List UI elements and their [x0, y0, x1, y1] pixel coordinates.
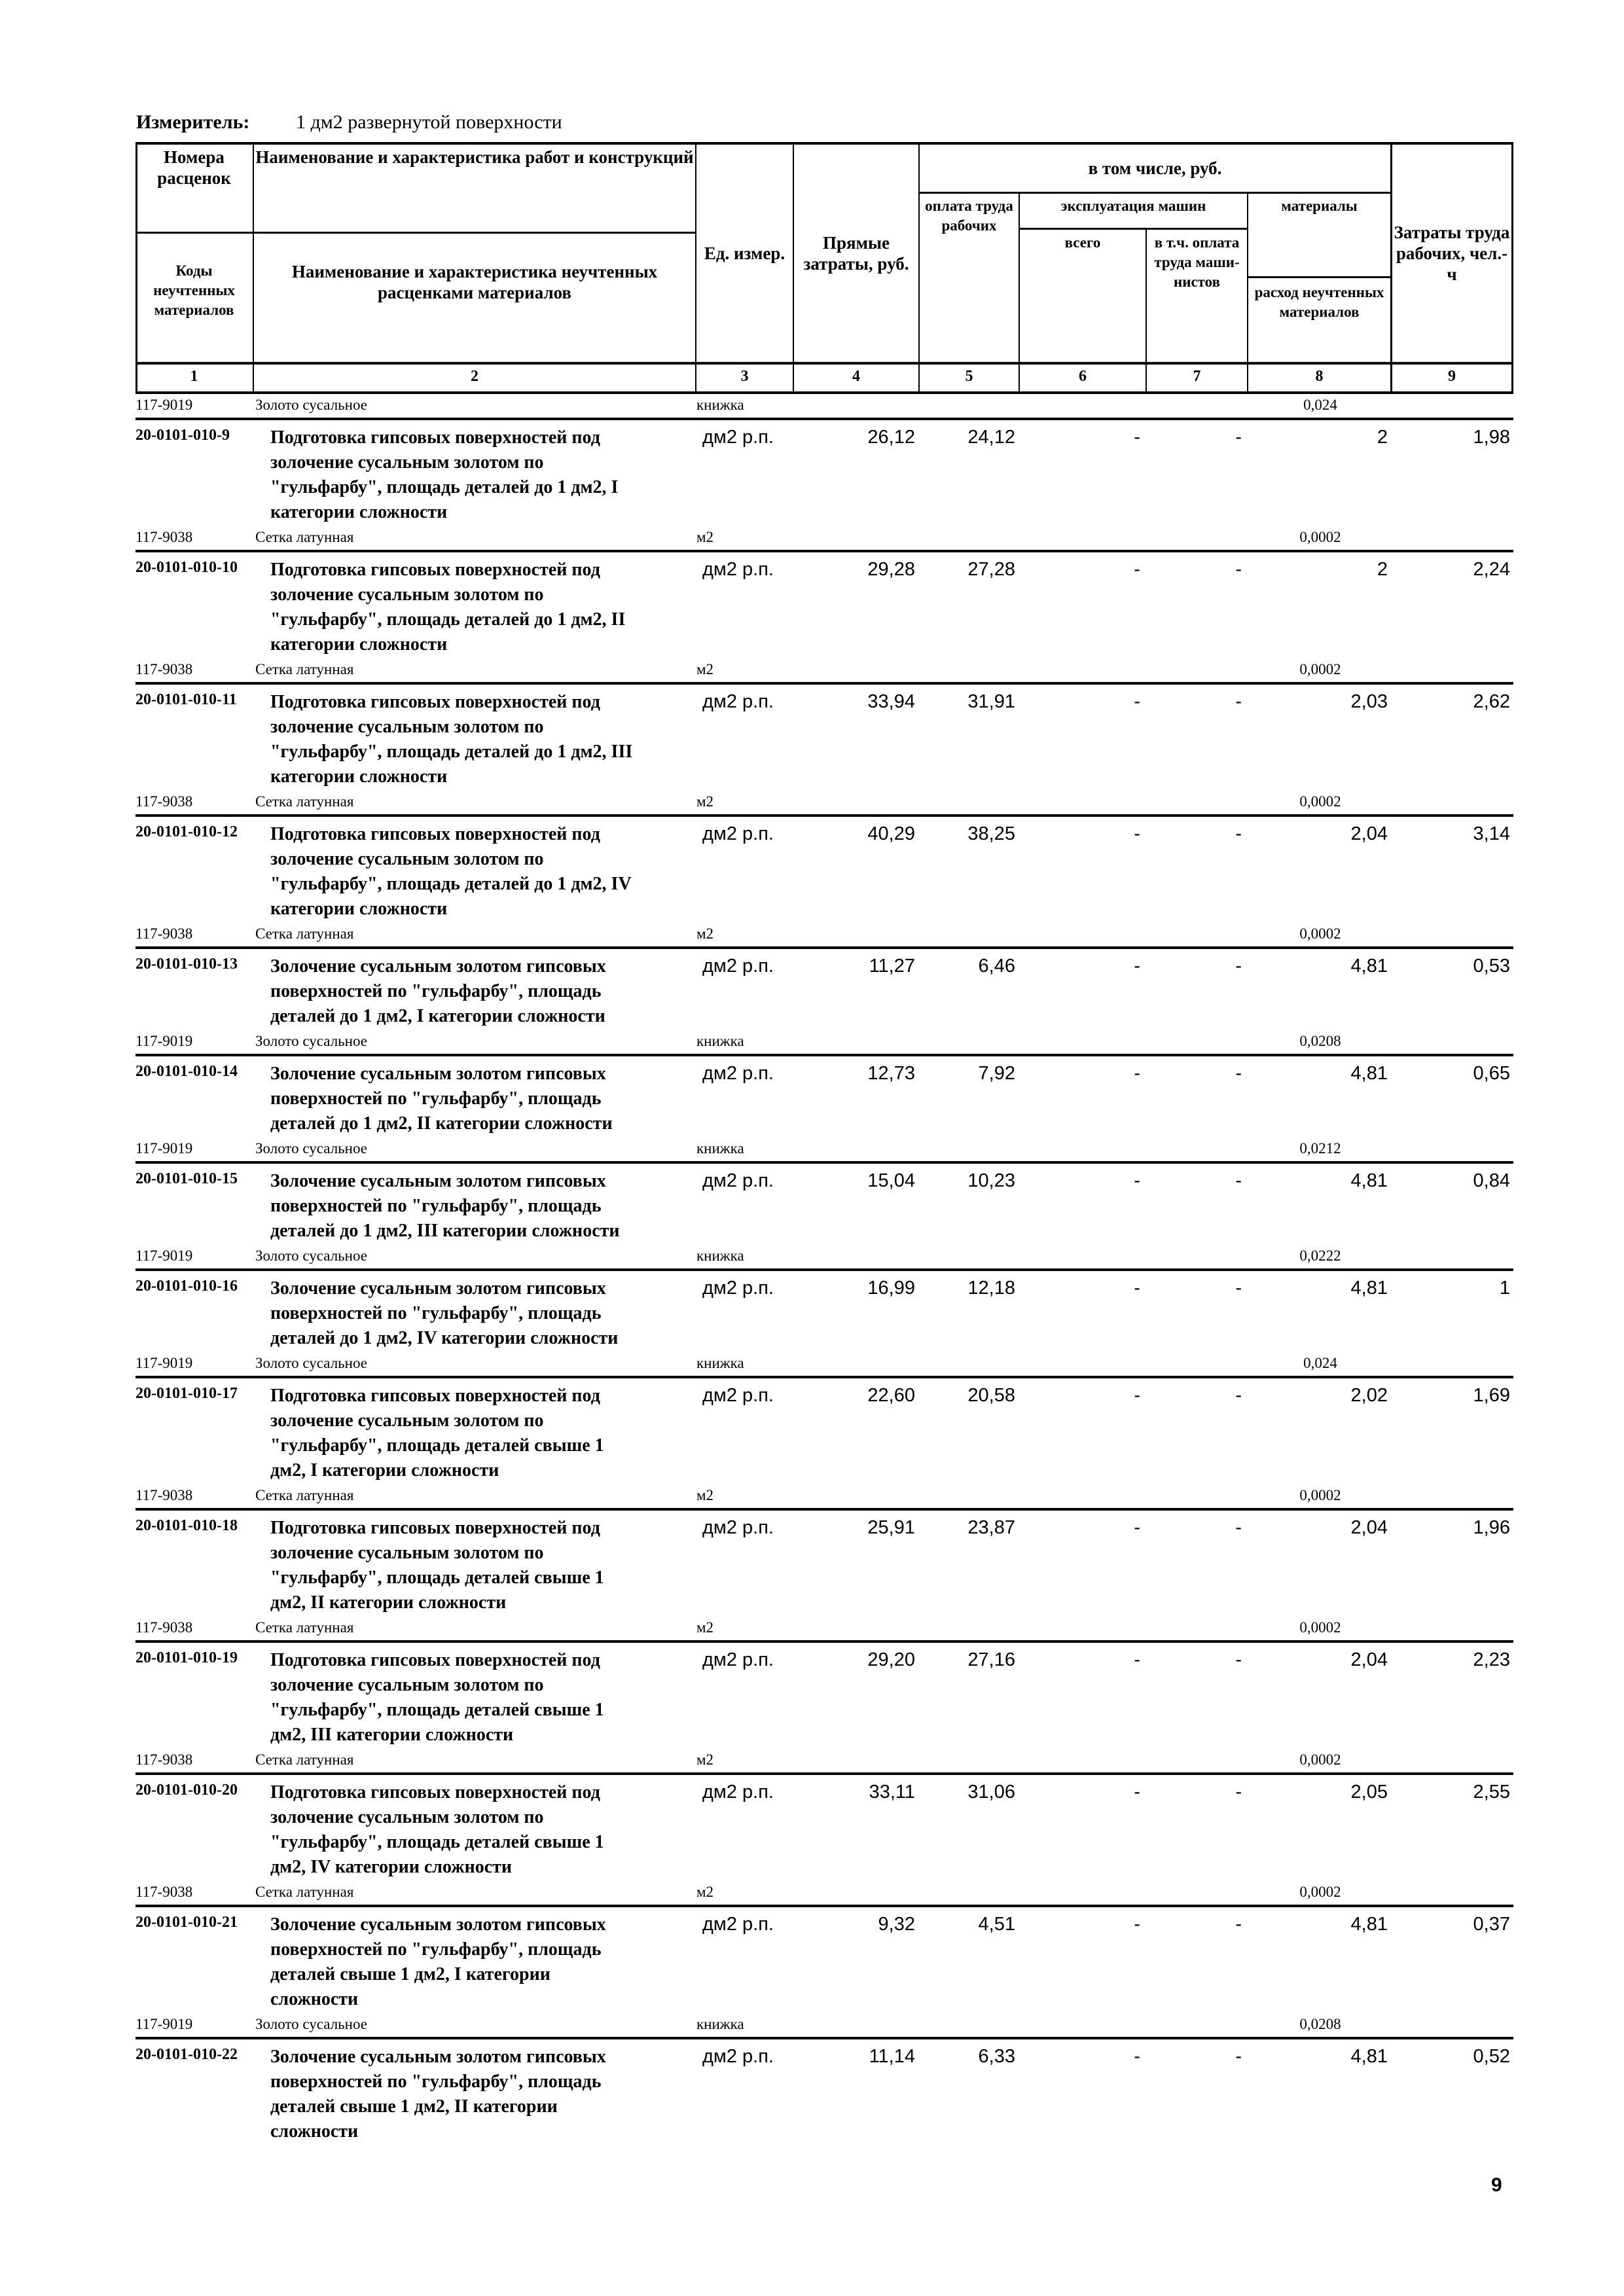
unit: дм2 р.п.	[702, 1782, 774, 1803]
header-unit: Ед. измер.	[704, 243, 785, 263]
work-name-line: золочение сусальным золотом по	[270, 452, 544, 473]
material-quantity: 0,0002	[1299, 529, 1341, 545]
work-name-line: деталей до 1 дм2, II категории сложности	[270, 1113, 613, 1134]
work-name-line: золочение сусальным золотом по	[270, 1410, 544, 1431]
rate-code: 20-0101-010-20	[135, 1782, 238, 1799]
unit: дм2 р.п.	[702, 427, 774, 448]
machinist-pay: -	[1235, 1278, 1242, 1299]
materials-cost: 2,05	[1350, 1782, 1388, 1803]
materials-cost: 4,81	[1350, 1170, 1388, 1191]
work-name-line: категории сложности	[270, 899, 448, 919]
labor-pay: 20,58	[967, 1385, 1015, 1406]
material-quantity: 0,0002	[1299, 1487, 1341, 1503]
material-row	[135, 1483, 1513, 1511]
machinist-pay: -	[1235, 691, 1242, 712]
labor-hours: 1,98	[1473, 427, 1510, 448]
rate-code: 20-0101-010-17	[135, 1385, 238, 1402]
material-row	[135, 1029, 1513, 1056]
col-number: 2	[471, 368, 478, 385]
machines-total: -	[1134, 2046, 1140, 2067]
work-name-line: Подготовка гипсовых поверхностей под	[270, 1782, 600, 1803]
material-code: 117-9038	[135, 661, 193, 677]
header-labor-hours: Затраты труда рабочих, чел.-ч	[1394, 222, 1510, 284]
work-row	[135, 1378, 1513, 1483]
work-name-line: Золочение сусальным золотом гипсовых	[270, 1914, 606, 1935]
material-unit: м2	[696, 925, 714, 942]
work-name-line: категории сложности	[270, 502, 448, 522]
work-name-line: сложности	[270, 2121, 359, 2142]
material-code: 117-9019	[135, 1247, 193, 1264]
col-number: 8	[1315, 368, 1324, 385]
material-unit: м2	[696, 1751, 714, 1768]
col-number: 7	[1193, 368, 1201, 385]
labor-hours: 2,24	[1473, 559, 1510, 580]
work-name-line: дм2, II категории сложности	[270, 1592, 507, 1613]
header-unaccounted-materials: расход неучтенных материалов	[1254, 284, 1384, 320]
work-name-line: Золочение сусальным золотом гипсовых	[270, 956, 606, 977]
work-name-line: золочение сусальным золотом по	[270, 717, 544, 737]
materials-cost: 4,81	[1350, 2046, 1388, 2067]
work-name	[270, 954, 689, 1029]
work-name-line: Золочение сусальным золотом гипсовых	[270, 1064, 606, 1084]
work-name-line: Подготовка гипсовых поверхностей под	[270, 824, 600, 844]
work-name-line: Золочение сусальным золотом гипсовых	[270, 1278, 606, 1299]
work-name-line: Подготовка гипсовых поверхностей под	[270, 1518, 600, 1538]
materials-cost: 2,03	[1350, 691, 1388, 712]
labor-hours: 0,52	[1473, 2046, 1510, 2067]
machines-total: -	[1134, 1517, 1140, 1538]
work-row	[135, 552, 1513, 657]
machines-total: -	[1134, 691, 1140, 712]
work-name	[270, 1780, 689, 1880]
machines-total: -	[1134, 1649, 1140, 1670]
materials-cost: 4,81	[1350, 956, 1388, 977]
work-name-line: деталей свыше 1 дм2, II категории	[270, 2096, 558, 2117]
rate-code: 20-0101-010-9	[135, 427, 230, 444]
machines-total: -	[1134, 1278, 1140, 1299]
direct-costs: 33,11	[869, 1782, 915, 1803]
work-row	[135, 685, 1513, 789]
material-row	[135, 1351, 1513, 1378]
header-material-name: Наименование и характеристика неучтенных расценками материалов	[291, 262, 658, 302]
labor-pay: 4,51	[978, 1914, 1015, 1935]
rate-code: 20-0101-010-12	[135, 823, 238, 840]
work-name-line: Подготовка гипсовых поверхностей под	[270, 560, 600, 580]
work-name-line: деталей до 1 дм2, I категории сложности	[270, 1006, 605, 1026]
machines-total: -	[1134, 427, 1140, 448]
material-quantity: 0,0208	[1299, 2016, 1341, 2032]
labor-hours: 1,69	[1473, 1385, 1510, 1406]
material-row	[135, 393, 1513, 420]
material-code: 117-9019	[135, 1140, 193, 1157]
material-quantity: 0,0222	[1299, 1247, 1341, 1264]
work-name-line: поверхностей по "гульфарбу", площадь	[270, 1303, 602, 1323]
unit: дм2 р.п.	[702, 691, 774, 712]
labor-pay: 27,28	[967, 559, 1015, 580]
materials-cost: 2,02	[1350, 1385, 1388, 1406]
material-code: 117-9038	[135, 1487, 193, 1503]
machinist-pay: -	[1235, 1649, 1242, 1670]
machines-total: -	[1134, 1063, 1140, 1084]
unit: дм2 р.п.	[702, 1170, 774, 1191]
machinist-pay: -	[1235, 2046, 1242, 2067]
work-name-line: "гульфарбу", площадь деталей до 1 дм2, IV	[270, 874, 632, 894]
material-unit: книжка	[696, 1247, 744, 1264]
header-rate-numbers: Номера расценок	[157, 147, 231, 188]
machines-total: -	[1134, 1914, 1140, 1935]
work-row	[135, 420, 1513, 525]
work-name-line: золочение сусальным золотом по	[270, 849, 544, 869]
material-quantity: 0,0212	[1299, 1140, 1341, 1157]
material-unit: м2	[696, 529, 714, 545]
work-name-line: "гульфарбу", площадь деталей свыше 1	[270, 1700, 604, 1720]
work-name-line: "гульфарбу", площадь деталей свыше 1	[270, 1435, 604, 1456]
material-unit: м2	[696, 1884, 714, 1900]
material-quantity: 0,0002	[1299, 793, 1341, 810]
material-code: 117-9038	[135, 1884, 193, 1900]
labor-pay: 38,25	[967, 823, 1015, 844]
machinist-pay: -	[1235, 1914, 1242, 1935]
labor-pay: 24,12	[967, 427, 1015, 448]
header-materials: материалы	[1281, 198, 1358, 214]
material-name: Золото сусальное	[255, 1033, 367, 1049]
labor-hours: 2,62	[1473, 691, 1510, 712]
machinist-pay: -	[1235, 823, 1242, 844]
header-machines-total: всего	[1064, 234, 1101, 251]
material-row	[135, 525, 1513, 552]
work-name-line: Подготовка гипсовых поверхностей под	[270, 427, 600, 448]
work-name-line: Подготовка гипсовых поверхностей под	[270, 1386, 600, 1406]
work-name	[270, 822, 689, 922]
work-row	[135, 1643, 1513, 1748]
header-work-name: Наименование и характеристика работ и конструкций	[255, 147, 694, 167]
unit: дм2 р.п.	[702, 1914, 774, 1935]
direct-costs: 29,20	[867, 1649, 915, 1670]
direct-costs: 15,04	[867, 1170, 915, 1191]
labor-hours: 2,55	[1473, 1782, 1510, 1803]
machinist-pay: -	[1235, 1170, 1242, 1191]
header-machinist-pay: в т.ч. оплата труда маши-нистов	[1154, 234, 1240, 290]
work-name	[270, 1169, 689, 1244]
labor-hours: 2,23	[1473, 1649, 1510, 1670]
work-name-line: поверхностей по "гульфарбу", площадь	[270, 1196, 602, 1216]
direct-costs: 26,12	[867, 427, 915, 448]
rate-code: 20-0101-010-15	[135, 1170, 238, 1187]
unit: дм2 р.п.	[702, 1649, 774, 1670]
unit: дм2 р.п.	[702, 823, 774, 844]
material-name: Сетка латунная	[255, 925, 354, 942]
work-name	[270, 1516, 689, 1615]
work-name-line: Подготовка гипсовых поверхностей под	[270, 692, 600, 712]
direct-costs: 40,29	[867, 823, 915, 844]
material-row	[135, 1136, 1513, 1164]
material-quantity: 0,024	[1303, 397, 1337, 413]
unit: дм2 р.п.	[702, 559, 774, 580]
work-name-line: "гульфарбу", площадь деталей свыше 1	[270, 1832, 604, 1852]
work-name-line: Золочение сусальным золотом гипсовых	[270, 1171, 606, 1191]
material-quantity: 0,0002	[1299, 925, 1341, 942]
material-unit: м2	[696, 1619, 714, 1636]
work-name-line: дм2, IV категории сложности	[270, 1857, 513, 1877]
material-unit: книжка	[696, 1033, 744, 1049]
labor-hours: 0,53	[1473, 956, 1510, 977]
machinist-pay: -	[1235, 956, 1242, 977]
work-name-line: поверхностей по "гульфарбу", площадь	[270, 1088, 602, 1109]
labor-pay: 7,92	[978, 1063, 1015, 1084]
work-name-line: дм2, I категории сложности	[270, 1460, 499, 1480]
header-including: в том числе, руб.	[1088, 158, 1222, 178]
direct-costs: 9,32	[878, 1914, 915, 1935]
work-name	[270, 1062, 689, 1136]
work-name-line: золочение сусальным золотом по	[270, 1807, 544, 1827]
unit: дм2 р.п.	[702, 1063, 774, 1084]
work-name-line: категории сложности	[270, 634, 448, 655]
machinist-pay: -	[1235, 427, 1242, 448]
direct-costs: 12,73	[867, 1063, 915, 1084]
work-row	[135, 1056, 1513, 1136]
measure-label: Измеритель:	[136, 111, 250, 133]
labor-pay: 31,91	[967, 691, 1015, 712]
material-unit: книжка	[696, 397, 744, 413]
rate-code: 20-0101-010-10	[135, 559, 238, 576]
direct-costs: 11,27	[869, 956, 915, 977]
material-row	[135, 2012, 1513, 2039]
work-name-line: дм2, III категории сложности	[270, 1725, 514, 1745]
labor-hours: 1,96	[1473, 1517, 1510, 1538]
machines-total: -	[1134, 823, 1140, 844]
materials-cost: 2,04	[1350, 823, 1388, 844]
header-material-codes: Коды неучтенных материалов	[153, 262, 235, 318]
work-row	[135, 1511, 1513, 1615]
material-row	[135, 1880, 1513, 1907]
materials-cost: 2	[1377, 427, 1388, 448]
labor-pay: 12,18	[967, 1278, 1015, 1299]
material-row	[135, 1244, 1513, 1271]
material-unit: м2	[696, 793, 714, 810]
work-name-line: "гульфарбу", площадь деталей свыше 1	[270, 1568, 604, 1588]
machines-total: -	[1134, 1385, 1140, 1406]
rate-code: 20-0101-010-19	[135, 1649, 238, 1666]
unit: дм2 р.п.	[702, 2046, 774, 2067]
work-name-line: "гульфарбу", площадь деталей до 1 дм2, I	[270, 477, 619, 497]
col-number: 9	[1448, 368, 1456, 385]
labor-hours: 0,65	[1473, 1063, 1510, 1084]
unit: дм2 р.п.	[702, 1517, 774, 1538]
unit: дм2 р.п.	[702, 956, 774, 977]
col-number: 1	[190, 368, 198, 385]
material-name: Золото сусальное	[255, 1355, 367, 1371]
unit: дм2 р.п.	[702, 1278, 774, 1299]
material-name: Сетка латунная	[255, 529, 354, 545]
work-row	[135, 949, 1513, 1029]
labor-hours: 0,37	[1473, 1914, 1510, 1935]
material-code: 117-9038	[135, 925, 193, 942]
labor-hours: 1	[1499, 1278, 1510, 1299]
work-name-line: деталей свыше 1 дм2, I категории	[270, 1964, 550, 1984]
col-number: 5	[965, 368, 973, 385]
material-code: 117-9038	[135, 793, 193, 810]
material-row	[135, 789, 1513, 817]
header-labor-pay: оплата труда рабочих	[925, 198, 1013, 234]
work-name	[270, 690, 689, 789]
rate-code: 20-0101-010-13	[135, 956, 238, 973]
work-name-line: деталей до 1 дм2, III категории сложности	[270, 1221, 620, 1241]
col-number: 4	[852, 368, 860, 385]
work-name-line: Золочение сусальным золотом гипсовых	[270, 2047, 606, 2067]
rate-code: 20-0101-010-21	[135, 1914, 238, 1931]
work-name-line: золочение сусальным золотом по	[270, 1675, 544, 1695]
work-row	[135, 1907, 1513, 2012]
machinist-pay: -	[1235, 1385, 1242, 1406]
page-number: 9	[1491, 2174, 1502, 2196]
work-name-line: поверхностей по "гульфарбу", площадь	[270, 981, 602, 1001]
work-name-line: Подготовка гипсовых поверхностей под	[270, 1650, 600, 1670]
work-name-line: "гульфарбу", площадь деталей до 1 дм2, III	[270, 742, 633, 762]
rate-code: 20-0101-010-18	[135, 1517, 238, 1534]
material-name: Сетка латунная	[255, 661, 354, 677]
labor-pay: 10,23	[967, 1170, 1015, 1191]
header-direct-costs: Прямые затраты, руб.	[803, 232, 909, 274]
materials-cost: 4,81	[1350, 1063, 1388, 1084]
direct-costs: 16,99	[867, 1278, 915, 1299]
material-unit: м2	[696, 661, 714, 677]
direct-costs: 11,14	[869, 2046, 915, 2067]
direct-costs: 29,28	[867, 559, 915, 580]
materials-cost: 4,81	[1350, 1914, 1388, 1935]
work-name-line: сложности	[270, 1989, 359, 2009]
material-name: Золото сусальное	[255, 2016, 367, 2032]
materials-cost: 2,04	[1350, 1517, 1388, 1538]
machinist-pay: -	[1235, 1063, 1242, 1084]
work-row	[135, 1164, 1513, 1244]
work-name	[270, 1276, 689, 1351]
material-code: 117-9019	[135, 1033, 193, 1049]
work-name-line: "гульфарбу", площадь деталей до 1 дм2, II	[270, 609, 626, 630]
labor-hours: 0,84	[1473, 1170, 1510, 1191]
material-name: Золото сусальное	[255, 1247, 367, 1264]
work-name-line: золочение сусальным золотом по	[270, 584, 544, 605]
materials-cost: 2	[1377, 559, 1388, 580]
material-name: Золото сусальное	[255, 397, 367, 413]
rate-code: 20-0101-010-11	[135, 691, 237, 708]
material-name: Сетка латунная	[255, 1619, 354, 1636]
unit: дм2 р.п.	[702, 1385, 774, 1406]
material-quantity: 0,0002	[1299, 661, 1341, 677]
machines-total: -	[1134, 1170, 1140, 1191]
col-number: 6	[1079, 368, 1087, 385]
material-quantity: 0,0002	[1299, 1884, 1341, 1900]
materials-cost: 2,04	[1350, 1649, 1388, 1670]
material-row	[135, 922, 1513, 949]
labor-hours: 3,14	[1473, 823, 1510, 844]
material-name: Сетка латунная	[255, 1884, 354, 1900]
rate-code: 20-0101-010-22	[135, 2046, 238, 2063]
measure-value: 1 дм2 развернутой поверхности	[296, 111, 562, 133]
rate-code: 20-0101-010-14	[135, 1063, 238, 1080]
machinist-pay: -	[1235, 559, 1242, 580]
work-name-line: поверхностей по "гульфарбу", площадь	[270, 2072, 602, 2092]
material-name: Золото сусальное	[255, 1140, 367, 1157]
work-name	[270, 2045, 689, 2144]
work-name	[270, 1648, 689, 1748]
material-name: Сетка латунная	[255, 793, 354, 810]
col-number: 3	[740, 368, 749, 385]
machines-total: -	[1134, 1782, 1140, 1803]
material-code: 117-9038	[135, 1619, 193, 1636]
material-name: Сетка латунная	[255, 1751, 354, 1768]
material-unit: м2	[696, 1487, 714, 1503]
material-code: 117-9019	[135, 1355, 193, 1371]
material-row	[135, 1748, 1513, 1775]
work-row	[135, 1271, 1513, 1351]
work-name	[270, 1912, 689, 2012]
material-code: 117-9019	[135, 2016, 193, 2032]
material-code: 117-9038	[135, 529, 193, 545]
material-quantity: 0,0208	[1299, 1033, 1341, 1049]
material-quantity: 0,0002	[1299, 1619, 1341, 1636]
work-name	[270, 1384, 689, 1483]
material-unit: книжка	[696, 1140, 744, 1157]
material-row	[135, 1615, 1513, 1643]
work-name-line: категории сложности	[270, 766, 448, 787]
direct-costs: 33,94	[867, 691, 915, 712]
material-name: Сетка латунная	[255, 1487, 354, 1503]
material-code: 117-9019	[135, 397, 193, 413]
labor-pay: 31,06	[967, 1782, 1015, 1803]
work-name	[270, 558, 689, 657]
direct-costs: 22,60	[867, 1385, 915, 1406]
direct-costs: 25,91	[867, 1517, 915, 1538]
labor-pay: 6,33	[978, 2046, 1015, 2067]
material-unit: книжка	[696, 2016, 744, 2032]
labor-pay: 6,46	[978, 956, 1015, 977]
work-row	[135, 2039, 1513, 2144]
labor-pay: 27,16	[967, 1649, 1015, 1670]
work-name-line: поверхностей по "гульфарбу", площадь	[270, 1939, 602, 1960]
work-name-line: золочение сусальным золотом по	[270, 1543, 544, 1563]
machines-total: -	[1134, 956, 1140, 977]
material-unit: книжка	[696, 1355, 744, 1371]
work-row	[135, 817, 1513, 922]
labor-pay: 23,87	[967, 1517, 1015, 1538]
machinist-pay: -	[1235, 1782, 1242, 1803]
work-row	[135, 1775, 1513, 1880]
rate-code: 20-0101-010-16	[135, 1278, 238, 1295]
machines-total: -	[1134, 559, 1140, 580]
table-body	[135, 393, 1513, 2144]
material-row	[135, 657, 1513, 685]
material-quantity: 0,0002	[1299, 1751, 1341, 1768]
material-quantity: 0,024	[1303, 1355, 1337, 1371]
header-machines: эксплуатация машин	[1060, 198, 1206, 214]
materials-cost: 4,81	[1350, 1278, 1388, 1299]
work-name-line: деталей до 1 дм2, IV категории сложности	[270, 1328, 619, 1348]
work-name	[270, 425, 689, 525]
material-code: 117-9038	[135, 1751, 193, 1768]
machinist-pay: -	[1235, 1517, 1242, 1538]
